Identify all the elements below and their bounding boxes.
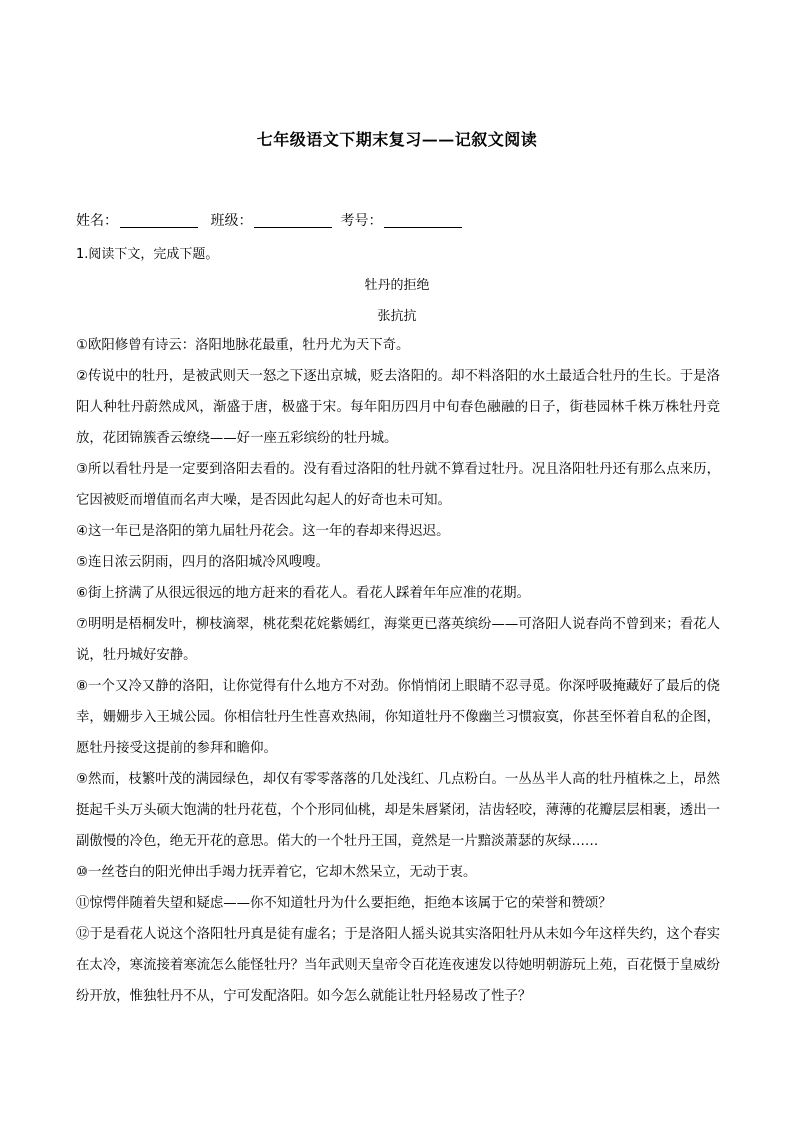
exam-no-label: 考号： — [340, 213, 383, 229]
name-label: 姓名： — [76, 213, 118, 229]
class-label: 班级： — [210, 213, 253, 229]
student-info-row — [76, 210, 462, 230]
paragraph: ⑥街上挤满了从很远很远的地方赶来的看花人。看花人踩着年年应准的花期。 — [76, 586, 530, 601]
paragraph: ⑫于是看花人说这个洛阳牡丹真是徒有虚名；于是洛阳人摇头说其实洛阳牡丹从未如今年这样失约，这个春实在太冷，寒流接着寒流怎么能怪牡丹？当年武则天皇帝令百花连夜速发以待她明朝游玩上苑，百花慑于皇威纷纷开放，惟独牡丹不从，宁可发配洛阳。如今怎么就能让牡丹轻易改了性子？ — [76, 927, 720, 1004]
document-title: 七年级语文下期末复习——记叙文阅读 — [256, 130, 538, 149]
paragraph: ③所以看牡丹是一定要到洛阳去看的。没有看过洛阳的牡丹就不算看过牡丹。况且洛阳牡丹还有那么点来历，它因被贬而增值而名声大噪，是否因此勾起人的好奇也未可知。 — [76, 462, 720, 508]
paragraph: ②传说中的牡丹，是被武则天一怒之下逐出京城，贬去洛阳的。却不料洛阳的水土最适合牡丹的生长。于是洛阳人种牡丹蔚然成风，渐盛于唐，极盛于宋。每年阳历四月中旬春色融融的日子，街巷园林千株万株牡丹竞放，花团锦簇香云缭绕——好一座五彩缤纷的牡丹城。 — [76, 369, 720, 446]
paragraph: ①欧阳修曾有诗云：洛阳地脉花最重，牡丹尤为天下奇。 — [76, 338, 410, 353]
paragraph: ⑩一丝苍白的阳光伸出手竭力抚弄着它，它却木然呆立，无动于衷。 — [76, 865, 477, 880]
exam-no-blank — [384, 213, 462, 228]
question-prompt: 1.阅读下文，完成下题。 — [76, 247, 219, 262]
essay-title: 牡丹的拒绝 — [364, 278, 430, 293]
paragraph: ⑨然而，枝繁叶茂的满园绿色，却仅有零零落落的几处浅红、几点粉白。一丛丛半人高的牡丹植株之上，昂然挺起千头万头硕大饱满的牡丹花苞，个个形同仙桃，却是朱唇紧闭，洁齿轻咬，薄薄的花瓣层层相裹，透出一副傲慢的冷色，绝无开花的意思。偌大的一个牡丹王国，竟然是一片黯淡萧瑟的灰绿…… — [76, 772, 720, 849]
paragraph: ⑦明明是梧桐发叶，柳枝滴翠，桃花梨花姹紫嫣红，海棠更已落英缤纷——可洛阳人说春尚不曾到来；看花人说，牡丹城好安静。 — [76, 617, 720, 663]
paragraph: ⑤连日浓云阴雨，四月的洛阳城冷风嗖嗖。 — [76, 555, 330, 570]
paragraph: ⑪惊愕伴随着失望和疑虑——你不知道牡丹为什么要拒绝，拒绝本该属于它的荣誉和赞颂？ — [76, 896, 612, 911]
paragraph: ④这一年已是洛阳的第九届牡丹花会。这一年的春却来得迟迟。 — [76, 524, 450, 539]
class-blank — [254, 213, 332, 228]
name-blank — [120, 213, 198, 228]
paragraph: ⑧一个又冷又静的洛阳，让你觉得有什么地方不对劲。你悄悄闭上眼睛不忍寻觅。你深呼吸掩藏好了最后的侥幸，姗姗步入王城公园。你相信牡丹生性喜欢热闹，你知道牡丹不像幽兰习惯寂寞，你甚至怀着自私的企图，愿牡丹接受这提前的参拜和瞻仰。 — [76, 679, 720, 756]
essay-author: 张抗抗 — [377, 309, 417, 324]
essay-body — [76, 330, 720, 1012]
